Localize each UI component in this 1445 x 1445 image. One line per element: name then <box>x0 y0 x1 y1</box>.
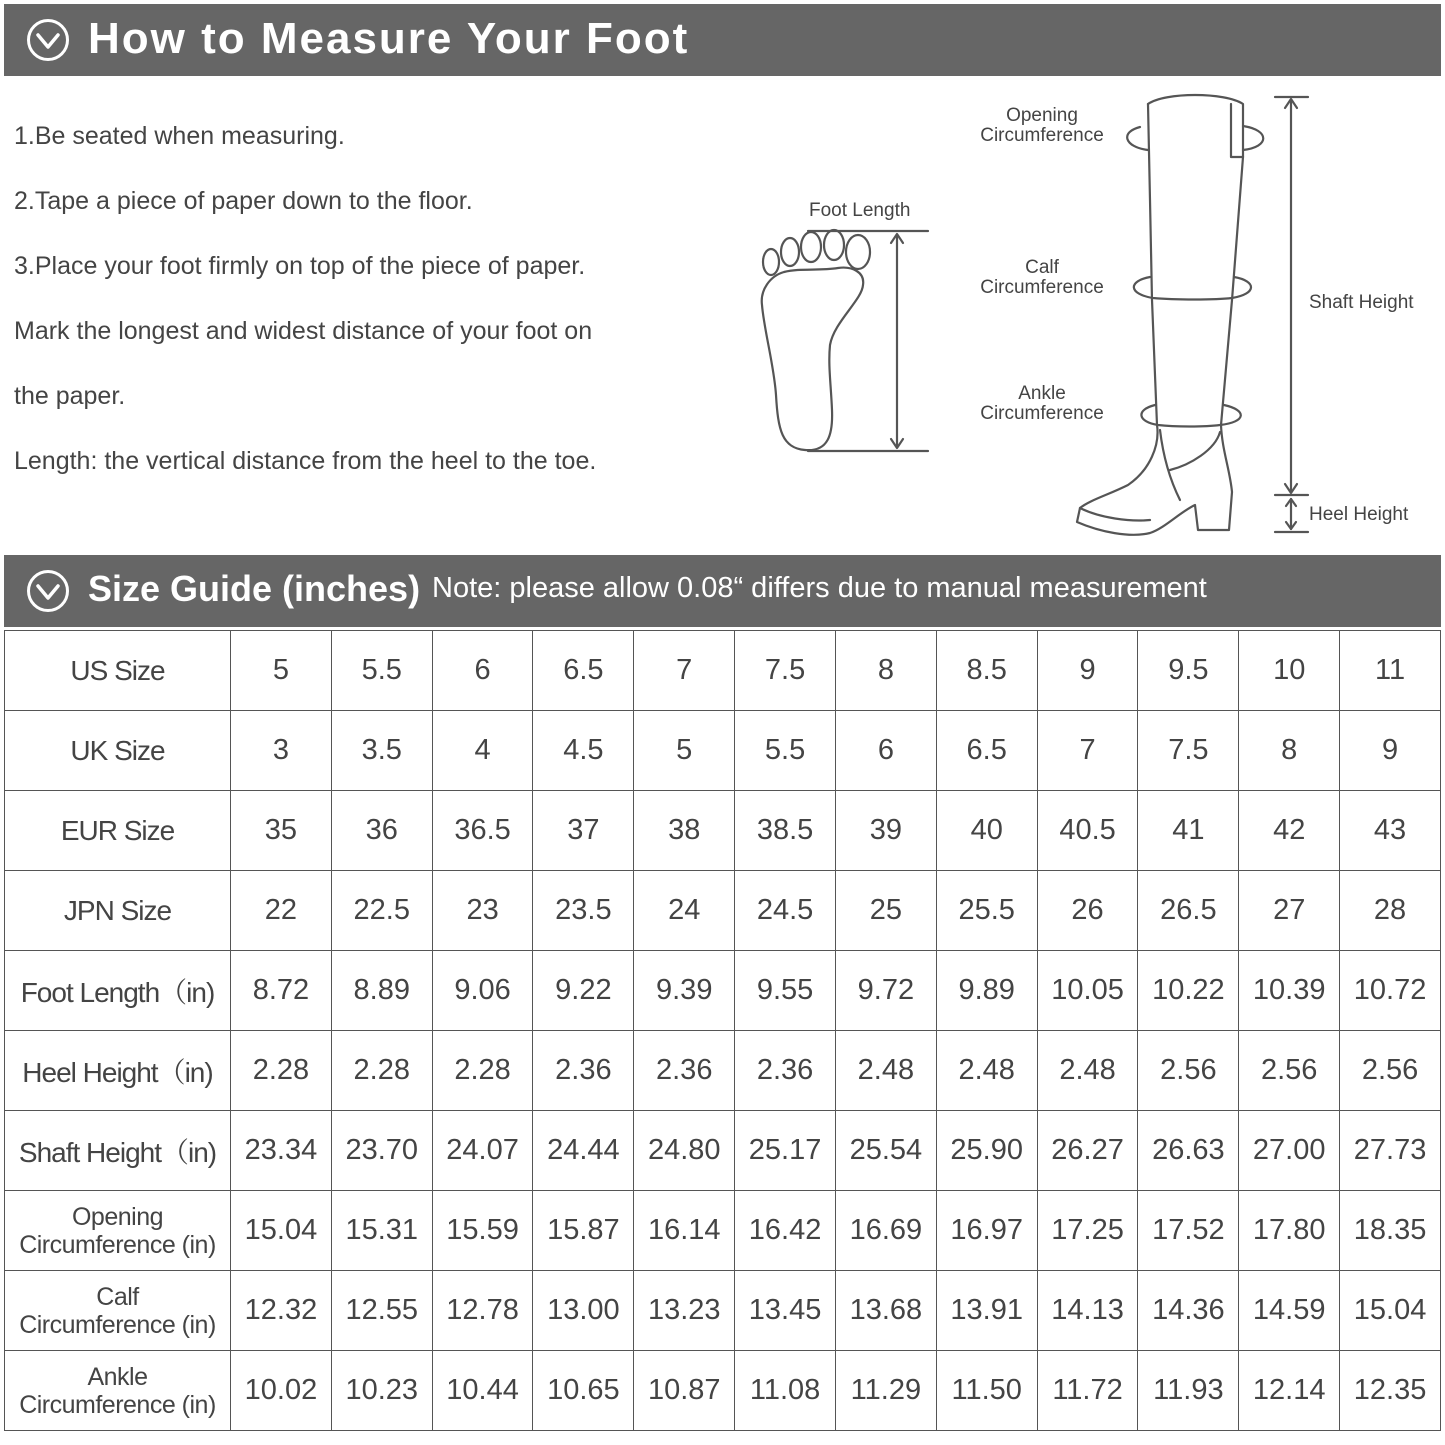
table-cell: 16.97 <box>936 1191 1037 1271</box>
table-cell: 14.13 <box>1037 1271 1138 1351</box>
table-cell: 2.56 <box>1340 1031 1441 1111</box>
table-cell: 10.02 <box>231 1351 332 1431</box>
table-cell: 8.72 <box>231 951 332 1031</box>
table-cell: 35 <box>231 791 332 871</box>
table-cell: 14.36 <box>1138 1271 1239 1351</box>
table-cell: 13.00 <box>533 1271 634 1351</box>
table-cell: 11.93 <box>1138 1351 1239 1431</box>
row-header: Heel Height（in) <box>5 1031 231 1111</box>
table-cell: 43 <box>1340 791 1441 871</box>
table-cell: 9.72 <box>835 951 936 1031</box>
table-cell: 2.28 <box>432 1031 533 1111</box>
table-cell: 25 <box>835 871 936 951</box>
table-cell: 7.5 <box>735 631 836 711</box>
row-header <box>5 1271 231 1351</box>
table-cell: 11.08 <box>735 1351 836 1431</box>
table-cell: 25.54 <box>835 1111 936 1191</box>
table-cell: 6.5 <box>533 631 634 711</box>
table-cell: 10.44 <box>432 1351 533 1431</box>
table-cell: 5.5 <box>735 711 836 791</box>
table-cell: 24 <box>634 871 735 951</box>
table-cell: 40 <box>936 791 1037 871</box>
table-cell: 12.78 <box>432 1271 533 1351</box>
table-cell: 26.27 <box>1037 1111 1138 1191</box>
heel-height-label: Heel Height <box>1309 504 1409 525</box>
table-cell: 13.68 <box>835 1271 936 1351</box>
table-cell: 10.22 <box>1138 951 1239 1031</box>
table-cell: 27 <box>1239 871 1340 951</box>
row-header-line: Ankle <box>87 1362 148 1391</box>
table-cell: 12.32 <box>231 1271 332 1351</box>
table-cell: 16.69 <box>835 1191 936 1271</box>
table-cell: 10.39 <box>1239 951 1340 1031</box>
instruction-line: the paper. <box>14 382 126 410</box>
table-cell: 11 <box>1340 631 1441 711</box>
table-cell: 2.48 <box>936 1031 1037 1111</box>
measurement-diagram <box>0 0 1445 555</box>
table-cell: 9.39 <box>634 951 735 1031</box>
table-row <box>5 1191 1441 1271</box>
table-cell: 23 <box>432 871 533 951</box>
table-cell: 8 <box>835 631 936 711</box>
row-header <box>5 1191 231 1271</box>
table-cell: 15.31 <box>331 1191 432 1271</box>
boot-outline-icon <box>1077 95 1243 535</box>
table-cell: 17.25 <box>1037 1191 1138 1271</box>
table-cell: 25.17 <box>735 1111 836 1191</box>
table-cell: 2.48 <box>1037 1031 1138 1111</box>
table-cell: 4.5 <box>533 711 634 791</box>
table-cell: 6 <box>835 711 936 791</box>
table-cell: 13.45 <box>735 1271 836 1351</box>
table-row <box>5 1351 1441 1431</box>
table-cell: 39 <box>835 791 936 871</box>
table-row <box>5 791 1441 871</box>
table-cell: 15.87 <box>533 1191 634 1271</box>
table-cell: 27.00 <box>1239 1111 1340 1191</box>
table-row <box>5 1111 1441 1191</box>
instruction-line: 2.Tape a piece of paper down to the floor. <box>14 187 473 215</box>
table-cell: 8.89 <box>331 951 432 1031</box>
table-cell: 26.63 <box>1138 1111 1239 1191</box>
table-cell: 17.52 <box>1138 1191 1239 1271</box>
table-cell: 36.5 <box>432 791 533 871</box>
opening-circumference-label: Opening Circumference <box>980 105 1104 146</box>
table-cell: 13.91 <box>936 1271 1037 1351</box>
instruction-line: 1.Be seated when measuring. <box>14 122 345 150</box>
row-header: US Size <box>5 631 231 711</box>
ankle-circumference-label: Ankle Circumference <box>980 383 1104 424</box>
table-cell: 17.80 <box>1239 1191 1340 1271</box>
table-cell: 36 <box>331 791 432 871</box>
table-cell: 40.5 <box>1037 791 1138 871</box>
table-cell: 13.23 <box>634 1271 735 1351</box>
size-table <box>4 630 1441 1431</box>
row-header-line: Circumference (in) <box>19 1390 216 1419</box>
instruction-line: Mark the longest and widest distance of your foot on <box>14 317 593 345</box>
table-cell: 8 <box>1239 711 1340 791</box>
table-cell: 7 <box>634 631 735 711</box>
table-cell: 23.5 <box>533 871 634 951</box>
table-cell: 10.72 <box>1340 951 1441 1031</box>
table-row <box>5 711 1441 791</box>
table-cell: 18.35 <box>1340 1191 1441 1271</box>
table-cell: 9.55 <box>735 951 836 1031</box>
table-cell: 24.07 <box>432 1111 533 1191</box>
foot-length-label: Foot Length <box>809 200 911 221</box>
page-title: How to Measure Your Foot <box>88 14 690 63</box>
table-cell: 3.5 <box>331 711 432 791</box>
table-cell: 11.50 <box>936 1351 1037 1431</box>
size-guide-banner <box>4 555 1441 627</box>
table-cell: 25.5 <box>936 871 1037 951</box>
table-cell: 5.5 <box>331 631 432 711</box>
table-cell: 12.14 <box>1239 1351 1340 1431</box>
row-header <box>5 1351 231 1431</box>
table-cell: 11.29 <box>835 1351 936 1431</box>
row-header: Foot Length（in) <box>5 951 231 1031</box>
table-row <box>5 1271 1441 1351</box>
row-header: Shaft Height（in) <box>5 1111 231 1191</box>
table-cell: 26.5 <box>1138 871 1239 951</box>
table-cell: 22 <box>231 871 332 951</box>
row-header-line: Calf <box>96 1282 139 1311</box>
row-header: JPN Size <box>5 871 231 951</box>
table-cell: 10.23 <box>331 1351 432 1431</box>
table-row <box>5 871 1441 951</box>
table-cell: 23.70 <box>331 1111 432 1191</box>
table-cell: 10.65 <box>533 1351 634 1431</box>
instruction-line: Length: the vertical distance from the heel to the toe. <box>14 447 597 475</box>
table-cell: 38.5 <box>735 791 836 871</box>
table-row <box>5 1031 1441 1111</box>
table-cell: 23.34 <box>231 1111 332 1191</box>
table-cell: 11.72 <box>1037 1351 1138 1431</box>
table-cell: 9 <box>1037 631 1138 711</box>
size-guide-title: Size Guide (inches) <box>88 568 421 609</box>
table-cell: 2.56 <box>1239 1031 1340 1111</box>
table-cell: 14.59 <box>1239 1271 1340 1351</box>
table-cell: 2.36 <box>634 1031 735 1111</box>
table-cell: 16.14 <box>634 1191 735 1271</box>
table-cell: 5 <box>231 631 332 711</box>
table-cell: 6.5 <box>936 711 1037 791</box>
table-cell: 2.48 <box>835 1031 936 1111</box>
row-header-line: Circumference (in) <box>19 1230 216 1259</box>
calf-circumference-label: Calf Circumference <box>980 257 1104 298</box>
table-cell: 3 <box>231 711 332 791</box>
table-row <box>5 951 1441 1031</box>
table-cell: 10.05 <box>1037 951 1138 1031</box>
table-cell: 8.5 <box>936 631 1037 711</box>
row-header-line: Opening <box>71 1202 164 1231</box>
table-cell: 38 <box>634 791 735 871</box>
row-header: UK Size <box>5 711 231 791</box>
table-cell: 2.28 <box>231 1031 332 1111</box>
table-cell: 6 <box>432 631 533 711</box>
table-cell: 24.44 <box>533 1111 634 1191</box>
table-cell: 10.87 <box>634 1351 735 1431</box>
table-cell: 25.90 <box>936 1111 1037 1191</box>
table-cell: 15.59 <box>432 1191 533 1271</box>
size-guide-note: Note: please allow 0.08“ differs due to manual measurement <box>432 572 1207 604</box>
table-cell: 24.80 <box>634 1111 735 1191</box>
table-cell: 42 <box>1239 791 1340 871</box>
table-cell: 37 <box>533 791 634 871</box>
table-cell: 2.56 <box>1138 1031 1239 1111</box>
table-cell: 9.22 <box>533 951 634 1031</box>
table-cell: 15.04 <box>231 1191 332 1271</box>
table-cell: 15.04 <box>1340 1271 1441 1351</box>
row-header-line: Circumference (in) <box>19 1310 216 1339</box>
instruction-line: 3.Place your foot firmly on top of the piece of paper. <box>14 252 586 280</box>
table-cell: 5 <box>634 711 735 791</box>
table-cell: 10 <box>1239 631 1340 711</box>
table-cell: 2.36 <box>533 1031 634 1111</box>
table-cell: 26 <box>1037 871 1138 951</box>
table-row <box>5 631 1441 711</box>
table-cell: 41 <box>1138 791 1239 871</box>
table-cell: 9.06 <box>432 951 533 1031</box>
row-header: EUR Size <box>5 791 231 871</box>
table-cell: 9.5 <box>1138 631 1239 711</box>
chevron-down-circle-icon <box>26 569 70 613</box>
table-cell: 28 <box>1340 871 1441 951</box>
foot-outline-icon <box>762 230 870 450</box>
table-cell: 22.5 <box>331 871 432 951</box>
table-cell: 27.73 <box>1340 1111 1441 1191</box>
shaft-height-label: Shaft Height <box>1309 292 1414 313</box>
table-cell: 24.5 <box>735 871 836 951</box>
table-cell: 2.36 <box>735 1031 836 1111</box>
table-cell: 9.89 <box>936 951 1037 1031</box>
table-cell: 12.35 <box>1340 1351 1441 1431</box>
table-cell: 9 <box>1340 711 1441 791</box>
table-cell: 7.5 <box>1138 711 1239 791</box>
table-cell: 7 <box>1037 711 1138 791</box>
table-cell: 4 <box>432 711 533 791</box>
table-cell: 2.28 <box>331 1031 432 1111</box>
table-cell: 12.55 <box>331 1271 432 1351</box>
table-cell: 16.42 <box>735 1191 836 1271</box>
